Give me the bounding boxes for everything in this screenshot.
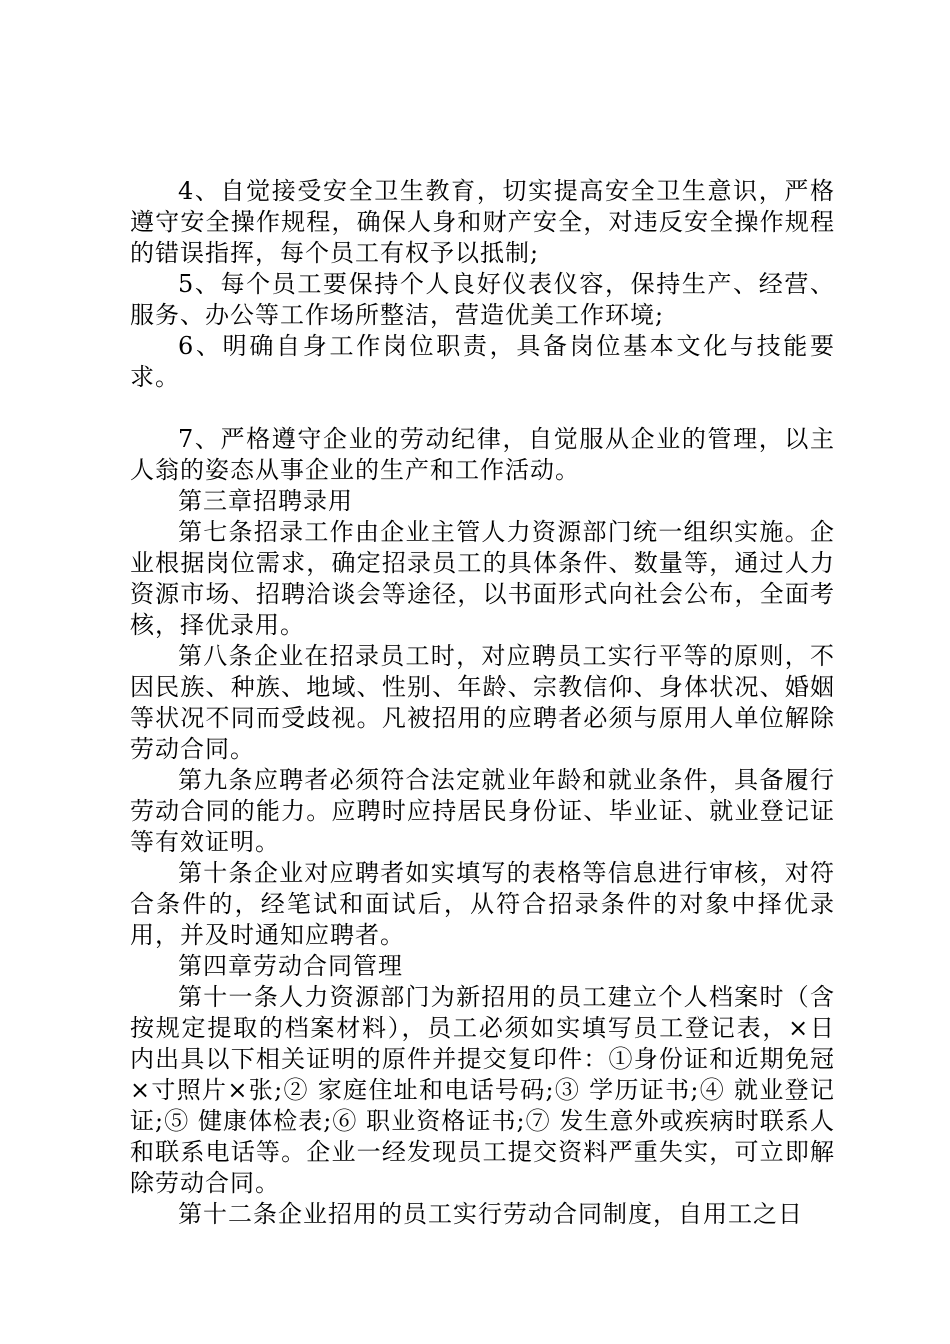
- article-11: 第十一条人力资源部门为新招用的员工建立个人档案时（含按规定提取的档案材料），员工必须如实填写员工登记表，×日内出具以下相关证明的原件并提交复印件：①身份证和近期免冠×寸照片×张;② 家庭住址和电话号码;③ 学历证书;④ 就业登记证;⑤ 健康体检表;⑥ 职业资格证书;⑦ 发生意外或疾病时联系人和联系电话等。企业一经发现员工提交资料严重失实，可立即解除劳动合同。: [130, 983, 835, 1197]
- article-10: 第十条企业对应聘者如实填写的表格等信息进行审核，对符合条件的，经笔试和面试后，从符合招录条件的对象中择优录用，并及时通知应聘者。: [130, 859, 835, 949]
- article-7: 第七条招录工作由企业主管人力资源部门统一组织实施。企业根据岗位需求，确定招录员工的具体条件、数量等，通过人力资源市场、招聘洽谈会等途径，以书面形式向社会公布，全面考核，择优录用。: [130, 518, 835, 639]
- paragraph-item-5: 5、每个员工要保持个人良好仪表仪容，保持生产、经营、服务、办公等工作场所整洁，营造优美工作环境;: [130, 270, 835, 329]
- paragraph-item-4: 4、自觉接受安全卫生教育，切实提高安全卫生意识，严格遵守安全操作规程，确保人身和财产安全，对违反安全操作规程的错误指挥，每个员工有权予以抵制;: [130, 177, 835, 267]
- article-12: 第十二条企业招用的员工实行劳动合同制度，自用工之日: [178, 1200, 803, 1228]
- chapter-heading-4: 第四章劳动合同管理: [178, 952, 403, 980]
- paragraph-item-7: 7、严格遵守企业的劳动纪律，自觉服从企业的管理，以主人翁的姿态从事企业的生产和工作活动。: [130, 425, 835, 484]
- document-body: [130, 176, 835, 1230]
- chapter-heading-3: 第三章招聘录用: [178, 487, 353, 515]
- article-9: 第九条应聘者必须符合法定就业年龄和就业条件，具备履行劳动合同的能力。应聘时应持居民身份证、毕业证、就业登记证等有效证明。: [130, 766, 835, 856]
- article-8: 第八条企业在招录员工时，对应聘员工实行平等的原则，不因民族、种族、地域、性别、年龄、宗教信仰、身体状况、婚姻等状况不同而受歧视。凡被招用的应聘者必须与原用人单位解除劳动合同。: [130, 642, 835, 763]
- paragraph-item-6: 6、明确自身工作岗位职责，具备岗位基本文化与技能要求。: [130, 332, 835, 391]
